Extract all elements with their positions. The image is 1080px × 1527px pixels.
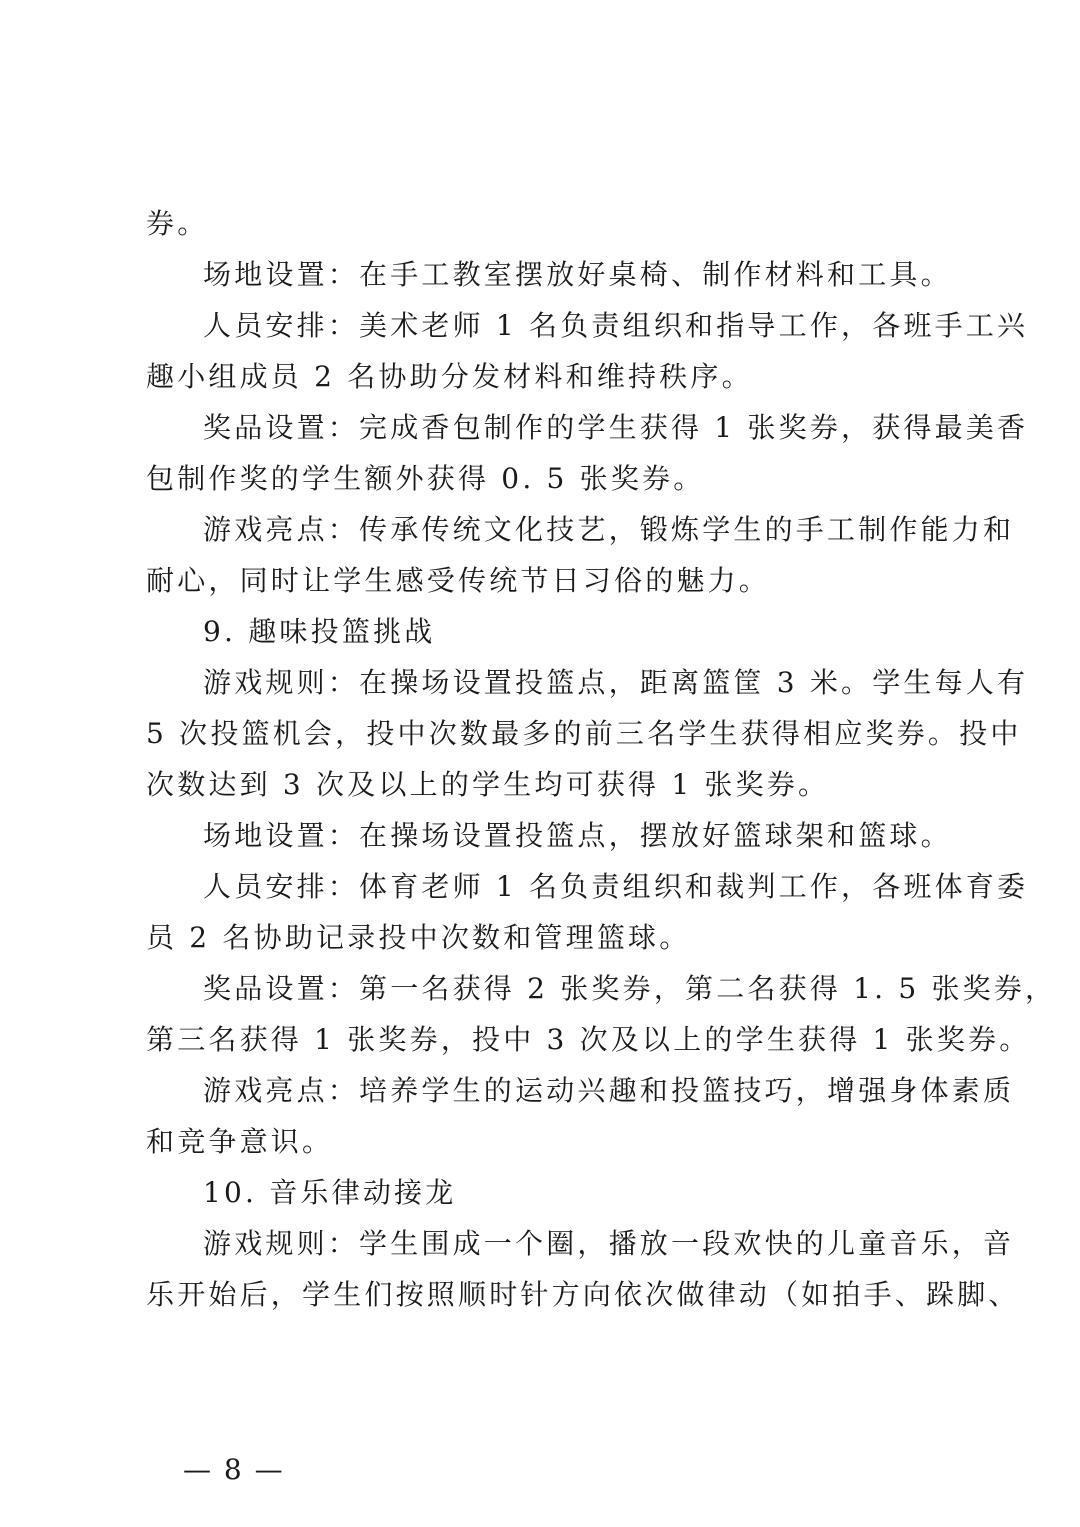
paragraph-line: 场地设置：在操场设置投篮点，摆放好篮球架和篮球。 <box>203 819 952 852</box>
paragraph-line: 游戏规则：学生围成一个圈，播放一段欢快的儿童音乐，音 <box>203 1227 1015 1260</box>
paragraph-line: 游戏亮点：培养学生的运动兴趣和投篮技巧，增强身体素质 <box>203 1074 1015 1107</box>
paragraph-line: 员 2 名协助记录投中次数和管理篮球。 <box>146 921 691 954</box>
paragraph-line: 乐开始后，学生们按照顺时针方向依次做律动（如拍手、跺脚、 <box>146 1278 1020 1311</box>
paragraph-line: 游戏规则：在操场设置投篮点，距离篮筐 3 米。学生每人有 <box>203 666 1029 699</box>
paragraph-line: 券。 <box>146 207 209 240</box>
paragraph-line: 奖品设置：第一名获得 2 张奖券，第二名获得 1. 5 张奖券， <box>203 972 1057 1005</box>
section-heading: 9. 趣味投篮挑战 <box>203 615 436 648</box>
paragraph-line: 和竞争意识。 <box>146 1125 334 1158</box>
paragraph-line: 游戏亮点：传承传统文化技艺，锻炼学生的手工制作能力和 <box>203 513 1015 546</box>
paragraph-line: 场地设置：在手工教室摆放好桌椅、制作材料和工具。 <box>203 258 952 291</box>
page-number: — 8 — <box>183 1453 285 1486</box>
paragraph-line: 第三名获得 1 张奖券，投中 3 次及以上的学生获得 1 张奖券。 <box>146 1023 1031 1056</box>
paragraph-line: 耐心，同时让学生感受传统节日习俗的魅力。 <box>146 564 771 597</box>
paragraph-line: 人员安排：美术老师 1 名负责组织和指导工作，各班手工兴 <box>203 309 1029 342</box>
paragraph-line: 人员安排：体育老师 1 名负责组织和裁判工作，各班体育委 <box>203 870 1029 903</box>
paragraph-line: 次数达到 3 次及以上的学生均可获得 1 张奖券。 <box>146 768 830 801</box>
paragraph-line: 5 次投篮机会，投中次数最多的前三名学生获得相应奖券。投中 <box>146 717 1022 750</box>
paragraph-line: 包制作奖的学生额外获得 0. 5 张奖券。 <box>146 462 705 495</box>
paragraph-line: 趣小组成员 2 名协助分发材料和维持秩序。 <box>146 360 753 393</box>
paragraph-line: 奖品设置：完成香包制作的学生获得 1 张奖券，获得最美香 <box>203 411 1029 444</box>
section-heading: 10. 音乐律动接龙 <box>203 1176 457 1209</box>
